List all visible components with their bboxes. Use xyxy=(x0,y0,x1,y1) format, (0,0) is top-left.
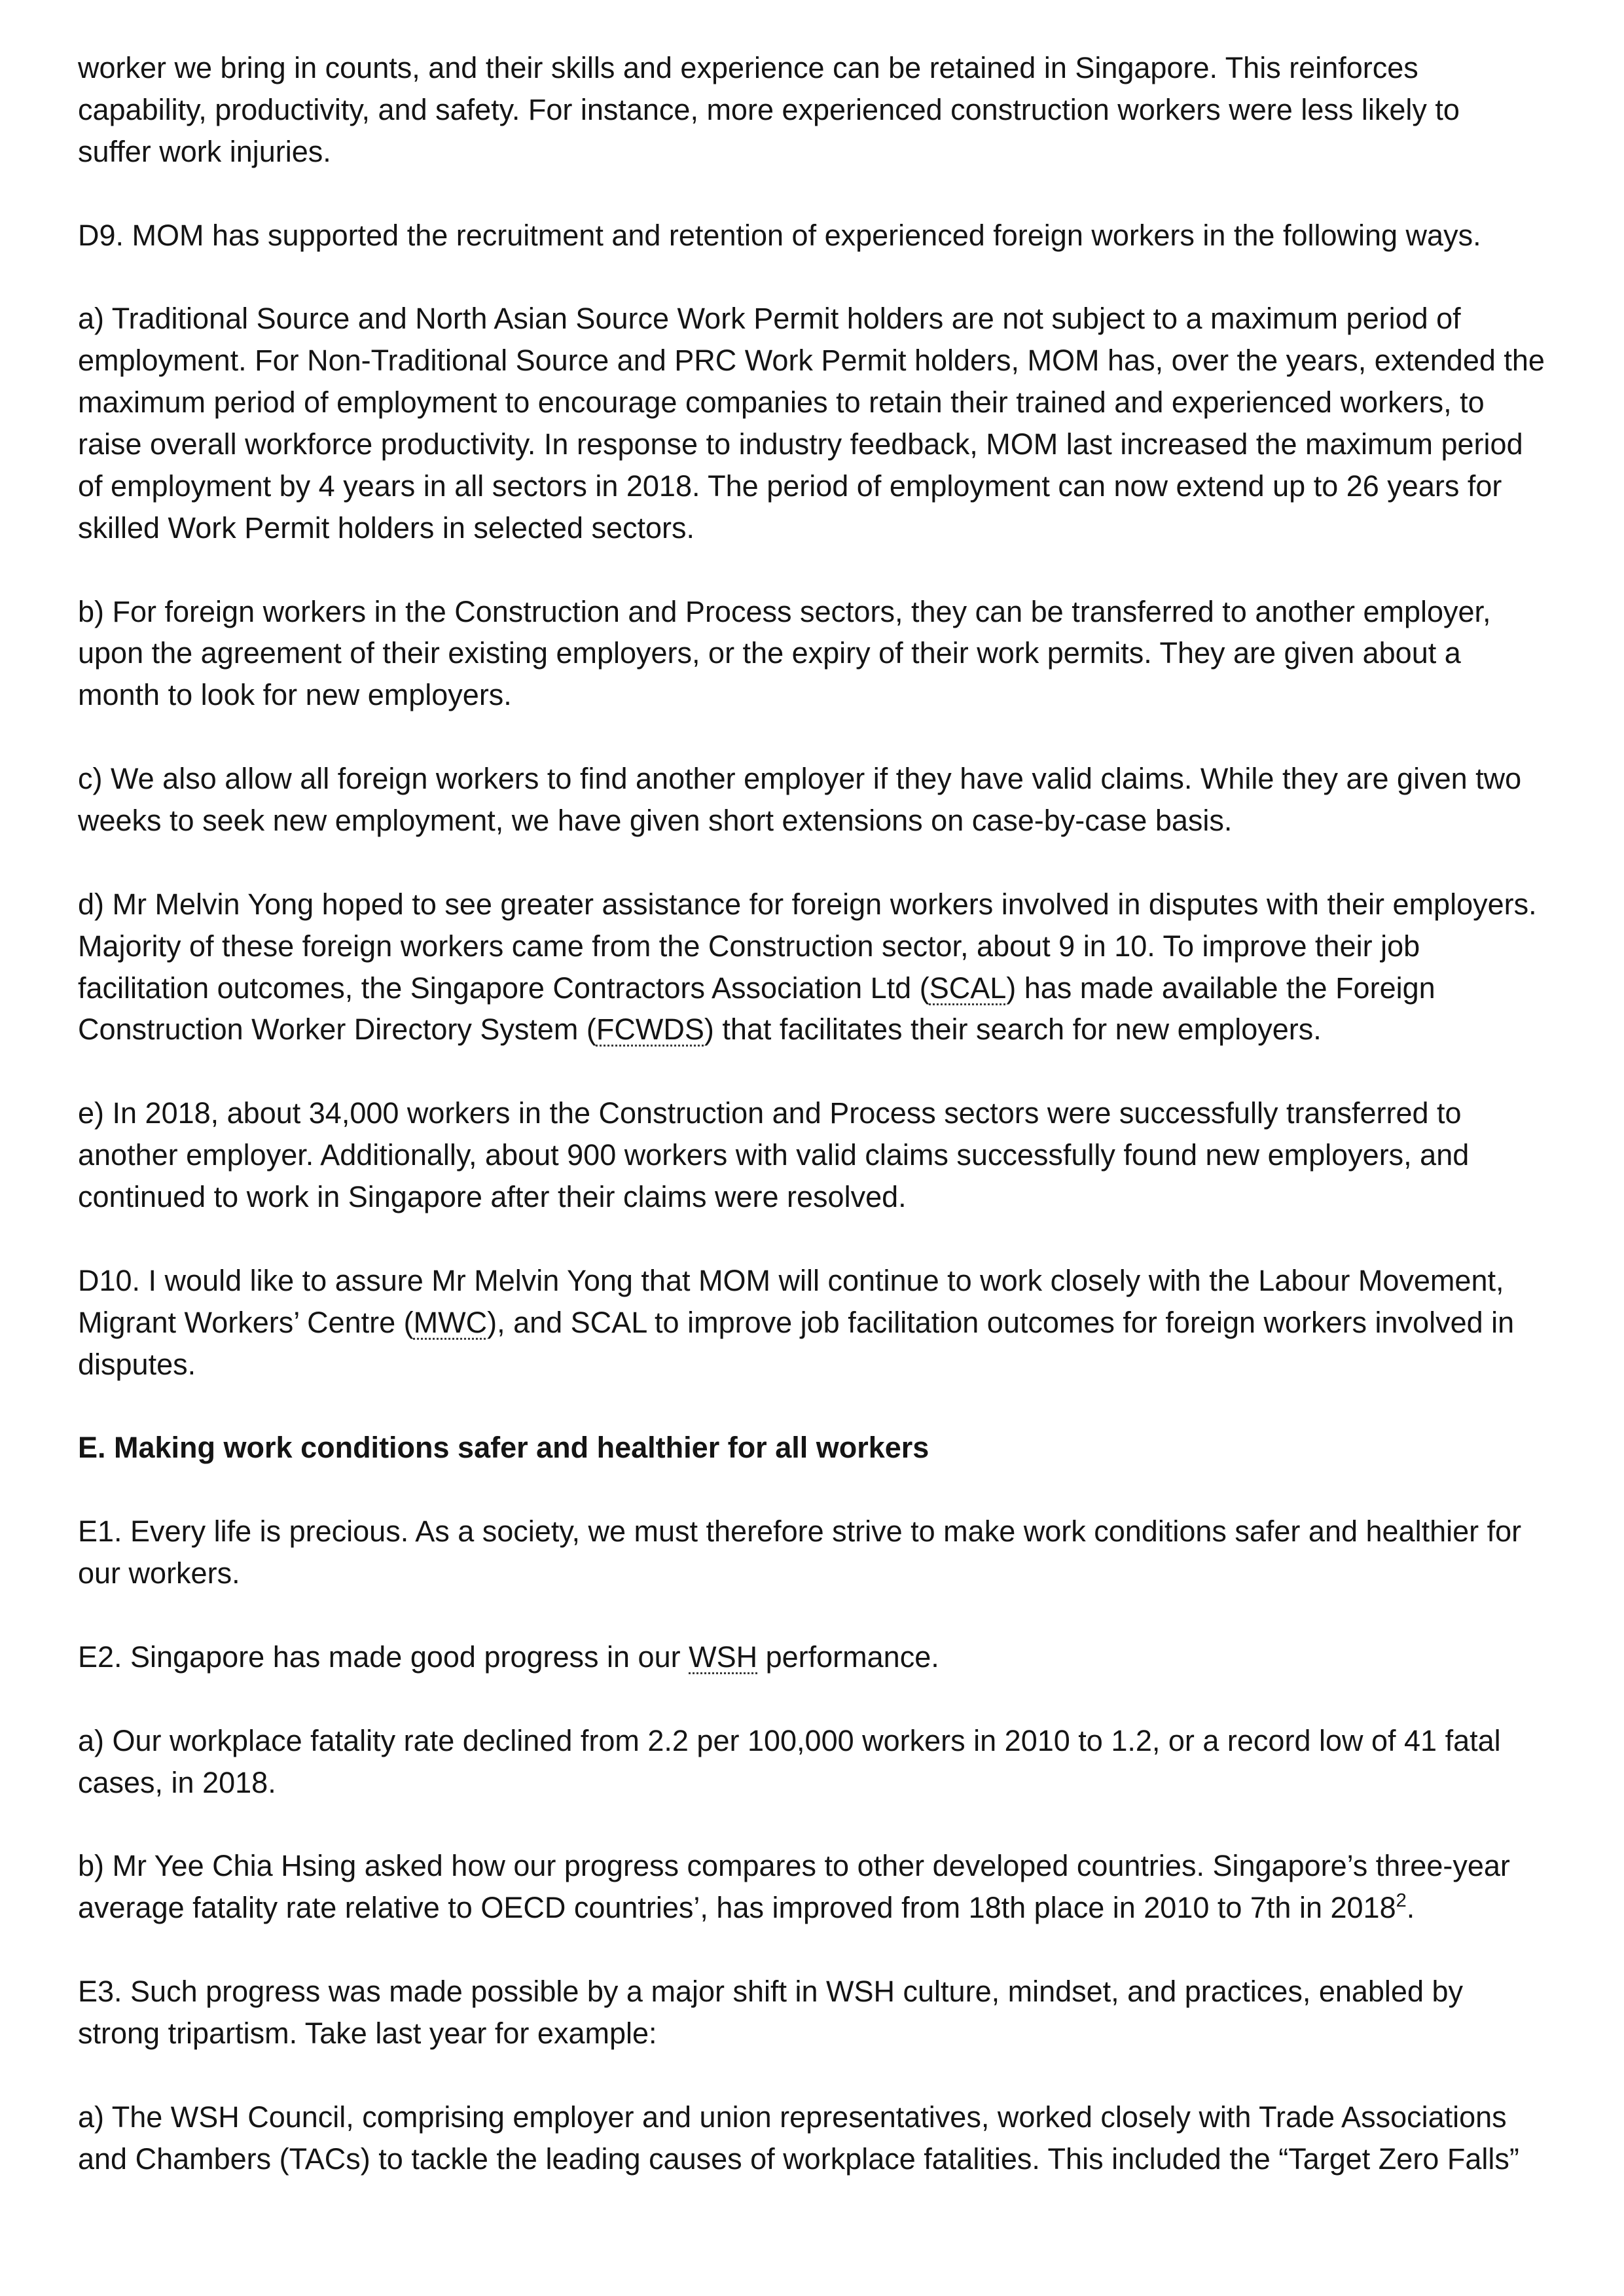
paragraph-d9-item-a xyxy=(78,298,1624,548)
paragraph-line: D9. MOM has supported the recruitment and retention of experienced foreign workers in the following ways. xyxy=(78,218,1481,252)
paragraph-e1 xyxy=(78,1511,1624,1594)
line-text: ), and SCAL to improve job facilitation outcomes for foreign workers involved in xyxy=(487,1305,1515,1339)
paragraph-d9-item-d xyxy=(78,884,1624,1051)
paragraph-line xyxy=(78,1302,1624,1344)
paragraph-line: a) The WSH Council, comprising employer and union representatives, worked closely with Trade Associations xyxy=(78,2100,1507,2134)
paragraph-d9-item-c xyxy=(78,758,1624,842)
paragraph-line: maximum period of employment to encourage companies to retain their trained and experienced workers, to xyxy=(78,386,1485,420)
paragraph-line: weeks to seek new employment, we have given short extensions on case-by-case basis. xyxy=(78,804,1233,838)
paragraph-d10 xyxy=(78,1260,1624,1386)
section-e xyxy=(78,1427,1624,2179)
paragraph-line: continued to work in Singapore after their claims were resolved. xyxy=(78,1180,907,1214)
paragraph-e3 xyxy=(78,1971,1624,2054)
line-text: ) has made available the Foreign xyxy=(1006,971,1435,1005)
paragraph-line: cases, in 2018. xyxy=(78,1765,276,1799)
paragraph-line: employment. For Non-Traditional Source and PRC Work Permit holders, MOM has, over the years, extended the xyxy=(78,344,1545,378)
paragraph-line: a) Our workplace fatality rate declined from 2.2 per 100,000 workers in 2010 to 1.2, or a record low of 41 fatal xyxy=(78,1723,1501,1757)
paragraph-line xyxy=(78,1636,1624,1678)
paragraph-line: month to look for new employers. xyxy=(78,678,512,712)
line-text: ) that facilitates their search for new employers. xyxy=(704,1013,1322,1047)
paragraph-line: suffer work injuries. xyxy=(78,134,331,168)
paragraph-e2 xyxy=(78,1636,1624,1678)
line-text: facilitation outcomes, the Singapore Contractors Association Ltd ( xyxy=(78,971,929,1005)
paragraph-d9 xyxy=(78,215,1624,257)
paragraph-line: of employment by 4 years in all sectors in 2018. The period of employment can now extend up to 26 years for xyxy=(78,469,1502,503)
paragraph-line xyxy=(78,1009,1624,1050)
paragraph-line: upon the agreement of their existing employers, or the expiry of their work permits. They are given about a xyxy=(78,636,1461,670)
paragraph-d9-item-b xyxy=(78,591,1624,717)
paragraph-line: D10. I would like to assure Mr Melvin Yong that MOM will continue to work closely with the Labour Movement, xyxy=(78,1263,1504,1297)
paragraph-line xyxy=(78,1887,1624,1929)
line-text: E2. Singapore has made good progress in our xyxy=(78,1640,689,1674)
paragraph-line: Majority of these foreign workers came from the Construction sector, about 9 in 10. To improve their job xyxy=(78,929,1420,963)
paragraph-line: another employer. Additionally, about 900 workers with valid claims successfully found new employers, and xyxy=(78,1138,1470,1172)
line-text: average fatality rate relative to OECD countries’, has improved from 18th place in 2010 to 7th in 2018 xyxy=(78,1891,1396,1925)
paragraph-line: capability, productivity, and safety. For instance, more experienced construction workers were less likely to xyxy=(78,92,1460,126)
line-text: Migrant Workers’ Centre ( xyxy=(78,1305,414,1339)
abbreviation-mwc: MWC xyxy=(413,1305,488,1339)
section-heading-text: E. Making work conditions safer and healthier for all workers xyxy=(78,1431,929,1465)
line-text: . xyxy=(1406,1891,1415,1925)
section-d xyxy=(78,47,1624,1386)
paragraph-line: worker we bring in counts, and their skills and experience can be retained in Singapore. This reinforces xyxy=(78,51,1418,84)
paragraph-line: b) For foreign workers in the Construction and Process sectors, they can be transferred to another employer, xyxy=(78,594,1491,628)
paragraph-line: skilled Work Permit holders in selected sectors. xyxy=(78,511,695,545)
paragraph-line: e) In 2018, about 34,000 workers in the Construction and Process sectors were successfully transferred to xyxy=(78,1096,1462,1130)
paragraph-d9-item-e xyxy=(78,1092,1624,1218)
footnote-reference: 2 xyxy=(1396,1890,1407,1912)
paragraph-line: raise overall workforce productivity. In response to industry feedback, MOM last increased the maximum period xyxy=(78,427,1523,461)
abbreviation-wsh: WSH xyxy=(689,1640,758,1674)
paragraph-line: d) Mr Melvin Yong hoped to see greater assistance for foreign workers involved in disputes with their employers. xyxy=(78,887,1537,921)
paragraph-e2-item-b xyxy=(78,1845,1624,1929)
paragraph-line: c) We also allow all foreign workers to find another employer if they have valid claims. While they are given two xyxy=(78,762,1522,796)
line-text: Construction Worker Directory System ( xyxy=(78,1013,596,1047)
paragraph-line: and Chambers (TACs) to tackle the leading causes of workplace fatalities. This included the “Target Zero Falls” xyxy=(78,2142,1519,2176)
paragraph-line: E1. Every life is precious. As a society, we must therefore strive to make work conditions safer and healthier for xyxy=(78,1515,1522,1549)
paragraph-line: E3. Such progress was made possible by a major shift in WSH culture, mindset, and practices, enabled by xyxy=(78,1974,1464,2008)
paragraph-line: our workers. xyxy=(78,1556,240,1590)
paragraph-continuation xyxy=(78,47,1624,173)
line-text: performance. xyxy=(757,1640,939,1674)
paragraph-line: disputes. xyxy=(78,1347,196,1381)
section-heading xyxy=(78,1427,1624,1469)
abbreviation-scal: SCAL xyxy=(929,971,1007,1005)
paragraph-line xyxy=(78,967,1624,1009)
paragraph-line: b) Mr Yee Chia Hsing asked how our progress compares to other developed countries. Singapore’s three-year xyxy=(78,1849,1510,1883)
paragraph-e2-item-a xyxy=(78,1720,1624,1804)
paragraph-line: a) Traditional Source and North Asian Source Work Permit holders are not subject to a maximum period of xyxy=(78,302,1461,336)
paragraph-e3-item-a xyxy=(78,2096,1624,2180)
paragraph-line: strong tripartism. Take last year for example: xyxy=(78,2016,657,2050)
abbreviation-fcwds: FCWDS xyxy=(596,1013,704,1047)
